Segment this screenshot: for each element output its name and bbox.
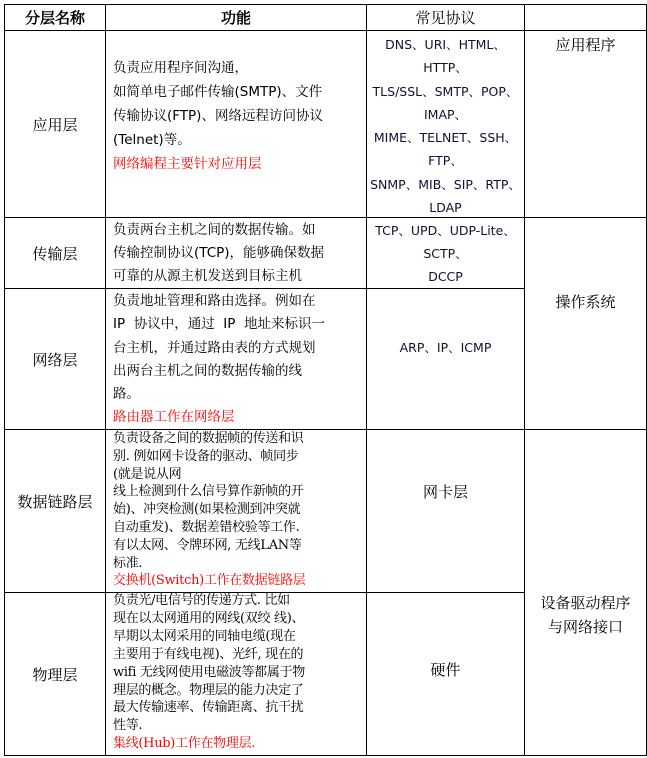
layer-name-network bbox=[4, 288, 106, 430]
function-transport bbox=[105, 217, 367, 289]
header-label: 分层名称 bbox=[24, 9, 85, 27]
function-line: 负责地址管理和路由选择。例如在 bbox=[113, 293, 316, 309]
protocol-line: DCCP bbox=[428, 269, 463, 284]
function-line: 线上检测到什么信号算作新帧的开 bbox=[113, 484, 304, 500]
protocol-line: FTP、 bbox=[428, 153, 463, 169]
function-line: 负责应用程序间沟通， bbox=[113, 60, 248, 76]
function-line: 主要用于有线电视)、光纤, 现在的 bbox=[113, 646, 304, 662]
header-layer-name bbox=[4, 4, 106, 31]
layer-name-physical bbox=[4, 592, 106, 756]
function-network bbox=[105, 288, 367, 430]
protocols-physical bbox=[366, 592, 525, 756]
function-line: 理层的概念。物理层的能力决定了 bbox=[113, 682, 304, 698]
function-application bbox=[105, 30, 367, 218]
function-line: 始)、冲突检测(如果检测到冲突就 bbox=[113, 502, 301, 518]
system-os bbox=[524, 217, 647, 430]
layer-name: 数据链路层 bbox=[17, 492, 93, 511]
layer-name: 传输层 bbox=[32, 244, 78, 263]
function-line: 负责设备之间的数据帧的传送和识 bbox=[113, 431, 304, 446]
function-line: 最大传输速率、传输距离、抗干扰 bbox=[113, 700, 304, 716]
header-protocols bbox=[366, 4, 525, 31]
protocol-line: TCP、UPD、UDP-Lite、 bbox=[375, 223, 516, 238]
layer-name-application bbox=[4, 30, 106, 218]
layer-name: 物理层 bbox=[32, 665, 78, 684]
protocol-line: HTTP、 bbox=[423, 60, 468, 76]
header-label: 功能 bbox=[220, 9, 251, 27]
function-line: 传输控制协议(TCP)，能够确保数据 bbox=[113, 245, 325, 261]
function-line: 传输协议(FTP)、网络远程访问协议 bbox=[113, 108, 323, 124]
protocols-transport bbox=[366, 217, 525, 289]
protocol-line: TLS/SSL、SMTP、POP、 bbox=[372, 83, 519, 99]
protocols-application bbox=[366, 30, 525, 218]
function-note: 集线(Hub)工作在物理层. bbox=[113, 736, 256, 752]
function-line: 自动重发)、数据差错校验等工作. bbox=[113, 519, 300, 535]
system-driver bbox=[524, 429, 647, 756]
function-line: 早期以太网采用的同轴电缆(现在 bbox=[113, 628, 296, 644]
function-line: 别. 例如网卡设备的驱动、帧同步 bbox=[113, 448, 299, 464]
function-datalink bbox=[105, 429, 367, 593]
function-line: 有以太网、令牌环网, 无线LAN等 bbox=[113, 537, 302, 553]
function-line: 台主机，并通过路由表的方式规划 bbox=[113, 339, 316, 356]
header-empty bbox=[524, 4, 647, 31]
protocol-line: 网卡层 bbox=[422, 482, 468, 501]
header-label: 常见协议 bbox=[415, 9, 476, 27]
function-line: (Telnet)等。 bbox=[113, 132, 191, 148]
function-physical bbox=[105, 592, 367, 756]
function-line: 性等. bbox=[113, 718, 143, 734]
function-line: 负责两台主机之间的数据传输。如 bbox=[113, 222, 316, 238]
function-line: 可靠的从源主机发送到目标主机 bbox=[113, 268, 302, 284]
function-line: (就是说从网 bbox=[113, 466, 182, 482]
function-note: 交换机(Switch)工作在数据链路层 bbox=[113, 573, 306, 589]
layer-name: 应用层 bbox=[32, 115, 78, 134]
protocol-line: MIME、TELNET、SSH、 bbox=[373, 130, 518, 146]
layer-name-transport bbox=[4, 217, 106, 289]
protocols-datalink bbox=[366, 429, 525, 593]
function-line: 标准. bbox=[113, 555, 143, 571]
system-label: 与网络接口 bbox=[547, 617, 623, 636]
function-line: 如简单电子邮件传输(SMTP)、文件 bbox=[113, 84, 323, 100]
function-line: IP 协议中，通过 IP 地址来标识一 bbox=[113, 316, 325, 333]
protocol-line: DNS、URI、HTML、 bbox=[385, 37, 506, 52]
function-note: 网络编程主要针对应用层 bbox=[113, 156, 262, 172]
function-line: 出两台主机之间的数据传输的线 bbox=[113, 362, 302, 379]
protocol-line: IMAP、 bbox=[423, 106, 468, 122]
function-line: wifi 无线网使用电磁波等都属于物 bbox=[113, 664, 305, 680]
system-label: 设备驱动程序 bbox=[540, 593, 631, 612]
function-note: 路由器工作在网络层 bbox=[113, 409, 235, 426]
protocols-network bbox=[366, 288, 525, 430]
system-label: 应用程序 bbox=[555, 36, 616, 54]
system-application bbox=[524, 30, 647, 218]
protocol-line: LDAP bbox=[429, 200, 462, 216]
protocol-line: SNMP、MIB、SIP、RTP、 bbox=[370, 176, 521, 192]
protocol-line: 硬件 bbox=[430, 660, 461, 679]
layer-name-datalink bbox=[4, 429, 106, 593]
header-function bbox=[105, 4, 367, 31]
system-label: 操作系统 bbox=[555, 292, 616, 311]
protocol-line: ARP、IP、ICMP bbox=[399, 339, 492, 355]
function-line: 负责光/电信号的传递方式. 比如 bbox=[113, 593, 290, 608]
function-line: 路。 bbox=[113, 386, 140, 403]
layer-name: 网络层 bbox=[32, 350, 78, 369]
function-line: 现在以太网通用的网线(双绞 线)、 bbox=[113, 610, 305, 626]
protocol-line: SCTP、 bbox=[423, 246, 468, 261]
